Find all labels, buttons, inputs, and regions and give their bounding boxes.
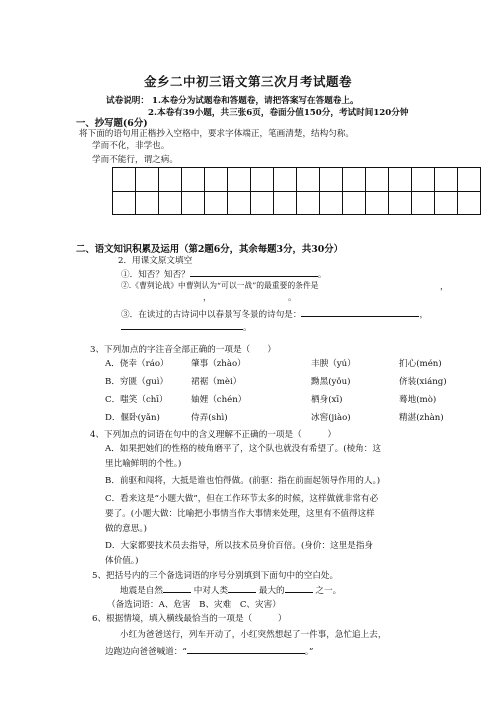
- q5-part-b: 中对人类: [193, 586, 229, 596]
- q3-option-a: [105, 357, 442, 369]
- q2-item-1-end: 。: [317, 270, 327, 280]
- exam-title: 金乡二中初三语文第三次月考试题卷: [143, 74, 352, 89]
- q3-a-1: A．侥幸（ráo）: [105, 359, 169, 369]
- grid-cell[interactable]: [412, 168, 435, 192]
- q6-line2-text: 边跑边向爸爸喊道：“: [105, 647, 187, 657]
- q3-option-c: [105, 393, 436, 405]
- answer-blank[interactable]: [228, 583, 256, 593]
- q4-a-line2: 里比喻鲜明的个性。): [105, 459, 182, 469]
- q3-c-1: C．嗤笑（chī）: [105, 395, 168, 405]
- grid-cell[interactable]: [182, 168, 205, 192]
- grid-cell[interactable]: [274, 191, 297, 215]
- q4-d-line2: 体价值。): [105, 556, 139, 566]
- grid-row: [113, 168, 481, 192]
- q5-part-a: 地震是自然: [120, 586, 163, 596]
- q3-d-2: 侍弄(shì): [191, 413, 228, 423]
- section-1-heading: 一、抄写题(6分): [76, 118, 148, 129]
- grid-cell[interactable]: [297, 191, 320, 215]
- q3-b-3: 黝黑(yǒu): [311, 377, 351, 387]
- grid-cell[interactable]: [366, 191, 389, 215]
- grid-cell[interactable]: [389, 191, 412, 215]
- grid-cell[interactable]: [412, 191, 435, 215]
- section-1-prompt: 将下面的语句用正楷抄入空格中，要求字体端正，笔画清楚，结构匀称。: [79, 129, 355, 139]
- q2-item-3-comma: ，: [419, 310, 429, 320]
- grid-cell[interactable]: [251, 191, 274, 215]
- grid-cell[interactable]: [435, 191, 458, 215]
- q4-c-line1: C．看来这是“小题大做”，但在工作环节太多的时候，这样做就非常有必: [105, 494, 379, 504]
- q3-c-2: 妯娌（chén）: [191, 395, 247, 405]
- q3-c-3: 栖身(xī): [311, 395, 343, 405]
- grid-cell[interactable]: [228, 168, 251, 192]
- grid-cell[interactable]: [366, 168, 389, 192]
- copy-grid[interactable]: [112, 167, 481, 215]
- grid-cell[interactable]: [113, 191, 136, 215]
- section-2-heading: 二、语文知识积累及运用（第2题6分，其余每题3分，共30分）: [76, 244, 343, 255]
- q5-part-d: 之一。: [315, 586, 342, 596]
- q2-item-2-mark-a: ，: [203, 293, 212, 303]
- q6-line1: 小红为爸爸送行，列车开动了，小红突然想起了一件事，急忙追上去，: [120, 630, 387, 640]
- copy-line-b: 学而不能行，谓之病。: [92, 155, 178, 165]
- q3-stem: 3、下列加点的字注音全部正确的一项是（ ）: [90, 345, 276, 355]
- q3-a-4: 扪心(mén): [399, 359, 442, 369]
- q3-b-1: B．穷匮（guì）: [105, 377, 169, 387]
- q3-option-d: [105, 411, 444, 423]
- answer-blank[interactable]: [285, 583, 313, 593]
- q3-b-2: 裙裾（mèi）: [191, 377, 242, 387]
- grid-cell[interactable]: [113, 168, 136, 192]
- grid-cell[interactable]: [297, 168, 320, 192]
- grid-cell[interactable]: [435, 168, 458, 192]
- instruction-line-1: 试卷说明： 1.本卷分为试题卷和答题卷，请把答案写在答题卷上。: [106, 96, 359, 106]
- q4-c-line2: 要了。(小题大做：比喻把小事情当作大事情来处理，这里有不值得这样: [105, 509, 375, 519]
- grid-cell[interactable]: [205, 191, 228, 215]
- grid-row: [113, 191, 481, 215]
- q4-stem: 4、下列加点的词语在句中的含义理解不正确的一项是（ ）: [90, 430, 337, 440]
- q6-line2: [105, 644, 313, 657]
- answer-blank[interactable]: [301, 307, 419, 317]
- q2-item-3-line2: [121, 320, 252, 333]
- q3-d-4: 精湛(zhàn): [399, 413, 444, 423]
- q2-item-2: ②.《曹刿论战》中曹刿认为“可以一战”的最重要的条件是: [121, 281, 319, 290]
- q2-item-2-mark-b: 。: [288, 293, 297, 303]
- grid-cell[interactable]: [458, 168, 481, 192]
- grid-cell[interactable]: [320, 191, 343, 215]
- copy-line-a: 学而不化，非学也。: [92, 141, 170, 151]
- grid-cell[interactable]: [458, 191, 481, 215]
- grid-cell[interactable]: [136, 168, 159, 192]
- instruction-line-2: 2.本卷有39小题，共三张6页，卷面分值150分，考试时间120分钟: [148, 108, 409, 118]
- q2-item-3-end: 。: [243, 323, 252, 333]
- grid-cell[interactable]: [251, 168, 274, 192]
- q2-item-1: [121, 267, 326, 280]
- q2-item-2-comma: ，: [440, 282, 449, 292]
- grid-cell[interactable]: [389, 168, 412, 192]
- q6-stem: 6、根据情境，填入横线最恰当的一项是（ ）: [92, 614, 287, 624]
- q6-line2-end: 。”: [304, 647, 314, 657]
- q3-c-4: 蓦地(mò): [399, 395, 437, 405]
- q2-item-3-text: ③．在读过的古诗词中以春景写冬景的诗句是：: [121, 310, 302, 320]
- q5-part-c: 最大的: [258, 586, 285, 596]
- answer-blank[interactable]: [190, 267, 318, 277]
- q5-options: （备选词语：A、危害 B、灾难 C、灾害）: [107, 600, 281, 610]
- q4-d-line1: D．大家都要技术员去指导，所以技术员身价百倍。(身价：这里是指身: [105, 541, 374, 551]
- grid-cell[interactable]: [205, 168, 228, 192]
- grid-cell[interactable]: [228, 191, 251, 215]
- q4-c-line3: 做的意思。): [105, 524, 148, 534]
- grid-cell[interactable]: [159, 191, 182, 215]
- answer-blank[interactable]: [121, 320, 243, 330]
- q3-a-2: 肇事（zhào）: [191, 359, 246, 369]
- grid-cell[interactable]: [343, 191, 366, 215]
- q4-b-line1: B．前驱和闯将，大抵是谁也怕得做。(前驱：指在前面起领导作用的人。): [105, 476, 381, 486]
- q2-item-1-text: ①．知否？知否？: [121, 270, 190, 280]
- grid-cell[interactable]: [182, 191, 205, 215]
- answer-blank[interactable]: [163, 583, 191, 593]
- grid-cell[interactable]: [274, 168, 297, 192]
- q3-d-1: D．偃卧(yǎn): [105, 413, 160, 423]
- grid-cell[interactable]: [136, 191, 159, 215]
- q3-a-3: 丰腴（yú）: [311, 359, 356, 369]
- q2-item-3: [121, 307, 428, 320]
- q3-b-4: 侪装(xiáng): [399, 377, 447, 387]
- grid-cell[interactable]: [159, 168, 182, 192]
- q3-d-3: 冰窖(jiào): [311, 413, 351, 423]
- answer-blank[interactable]: [187, 644, 305, 654]
- q4-a-line1: A．如果把她们的性格的棱角磨平了，这个队也就没有希望了。(棱角：这: [105, 444, 381, 454]
- grid-cell[interactable]: [320, 168, 343, 192]
- q3-option-b: [105, 375, 447, 387]
- grid-cell[interactable]: [343, 168, 366, 192]
- q5-sentence: [120, 583, 341, 596]
- q5-stem: 5、把括号内的三个备选词语的序号分别填到下面句中的空白处。: [92, 571, 339, 581]
- q2-stem: 2．用课文原文填空: [118, 256, 193, 266]
